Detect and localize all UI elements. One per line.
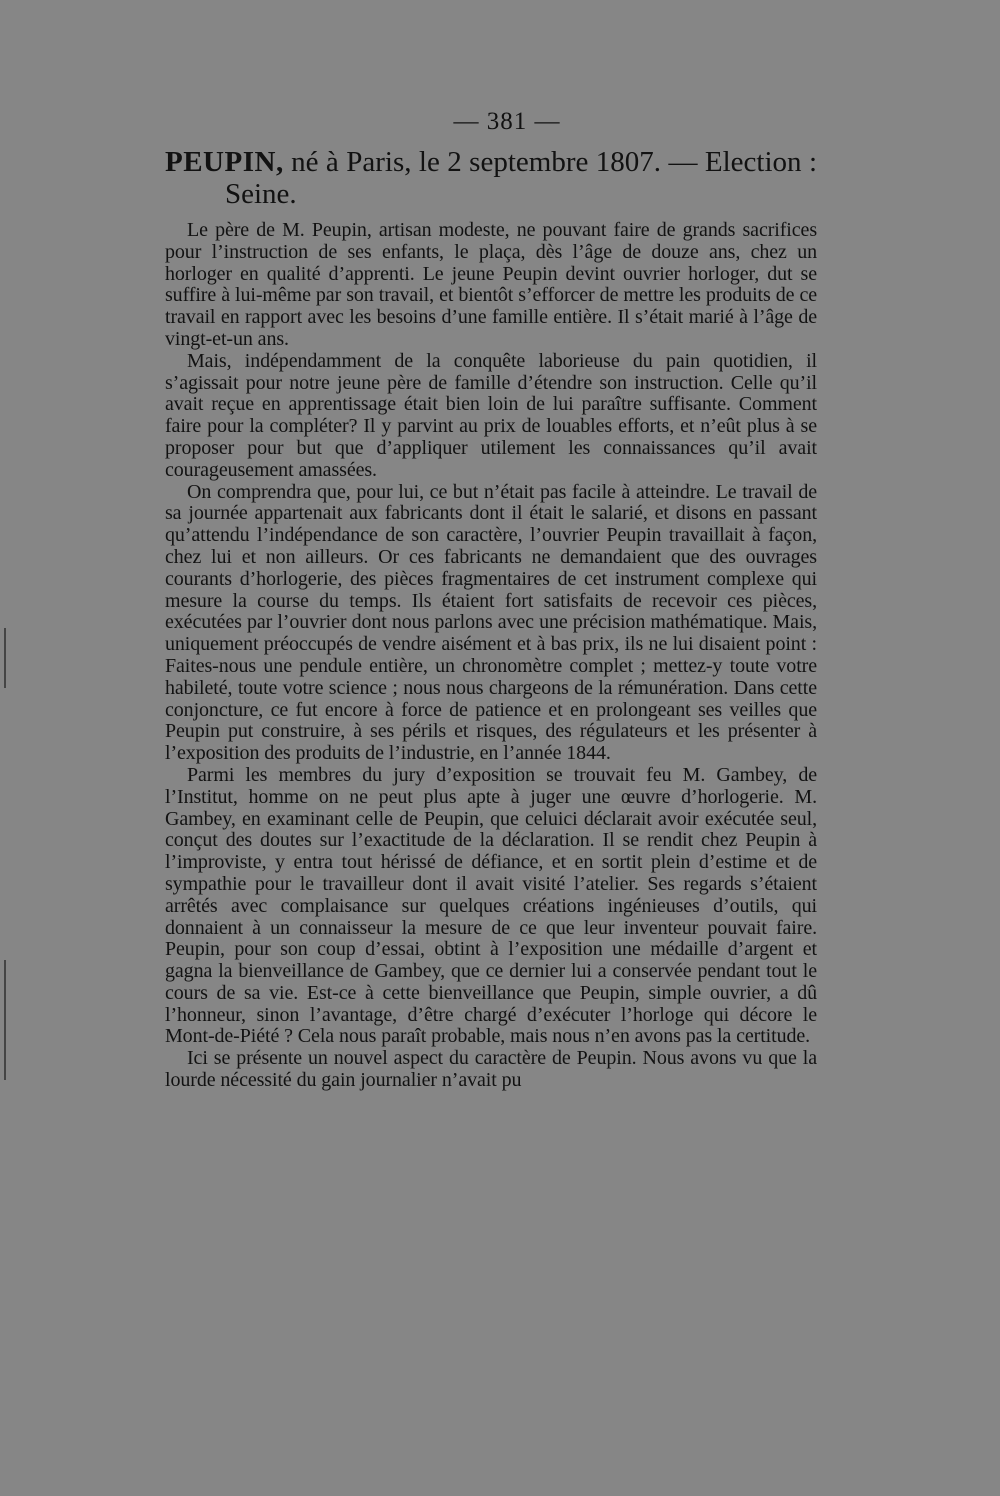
paragraph-1: Le père de M. Peupin, artisan modeste, ne pouvant faire de grands sacrifices pour l’instruction de ses enfants, le plaça, dès l’âge de douze ans, chez un horloger en qualité d’apprenti. Le jeune Peupin devint ouvrier horloger, dut se suffire à lui-même par son travail, et bientôt s’efforcer de mettre les produits de ce travail en rapport avec les besoins d’une famille entière. Il s’était marié à l’âge de vingt-et-un ans.: [165, 219, 817, 350]
book-page: [165, 108, 817, 1092]
entry-info: né à Paris, le 2 septembre 1807. — Election : Seine.: [225, 146, 817, 210]
scan-edge-mark-upper: [4, 628, 6, 688]
paragraph-4: Parmi les membres du jury d’exposition se trouvait feu M. Gambey, de l’Institut, homme on ne peut plus apte à juger une œuvre d’horlogerie. M. Gambey, en examinant celle de Peupin, que celuici déclarait avoir exécutée seul, conçut des doutes sur l’exactitude de la déclaration. Il se rendit chez Peupin à l’improviste, y entra tout hérissé de défiance, et en sortit plein d’estime et de sympathie pour le travailleur dont il avait visité l’atelier. Ses regards s’étaient arrêtés avec complaisance sur quelques créations ingénieuses d’outils, qui donnaient à un connaisseur la mesure de ce que leur inventeur pouvait faire. Peupin, pour son coup d’essai, obtint à l’exposition une médaille d’argent et gagna la bienveillance de Gambey, que ce dernier lui a conservée pendant tout le cours de sa vie. Est-ce à cette bienveillance que Peupin, simple ouvrier, a dû l’honneur, sinon l’avantage, d’être chargé d’exécuter l’horloge qui décore le Mont-de-Piété ? Cela nous paraît probable, mais nous n’en avons pas la certitude.: [165, 763, 817, 1048]
entry-heading: [165, 146, 817, 210]
scan-edge-mark-lower: [4, 960, 6, 1080]
page-number: — 381 —: [453, 108, 561, 135]
entry-name: PEUPIN,: [165, 146, 284, 178]
body-text: [165, 220, 817, 1092]
paragraph-3: On comprendra que, pour lui, ce but n’était pas facile à atteindre. Le travail de sa journée appartenait aux fabricants dont il était le salarié, et disons en passant qu’attendu l’indépendance de son caractère, l’ouvrier Peupin travaillait à façon, chez lui et non ailleurs. Or ces fabricants ne demandaient que des ouvrages courants d’horlogerie, des pièces fragmentaires de cet instrument complexe qui mesure la course du temps. Ils étaient fort satisfaits de recevoir ces pièces, exécutées par l’ouvrier dont nous parlons avec une précision mathématique. Mais, uniquement préoccupés de vendre aisément et à bas prix, ils ne lui disaient point : Faites-nous une pendule entière, un chronomètre complet ; mettez-y toute votre habileté, toute votre science ; nous nous chargeons de la rémunération. Dans cette conjoncture, ce fut encore à force de patience et en prolongeant ses veilles que Peupin put construire, à ses périls et risques, des régulateurs et les présenter à l’exposition des produits de l’industrie, en l’année 1844.: [165, 480, 817, 765]
paragraph-5: Ici se présente un nouvel aspect du caractère de Peupin. Nous avons vu que la lourde nécessité du gain journalier n’avait pu: [165, 1047, 817, 1092]
paragraph-2: Mais, indépendamment de la conquête laborieuse du pain quotidien, il s’agissait pour notre jeune père de famille d’étendre son instruction. Celle qu’il avait reçue en apprentissage était bien loin de lui paraître suffisante. Comment faire pour la compléter? Il y parvint au prix de louables efforts, et n’eût plus à se proposer pour but que d’appliquer utilement les connaissances qu’il avait courageusement amassées.: [165, 349, 817, 481]
